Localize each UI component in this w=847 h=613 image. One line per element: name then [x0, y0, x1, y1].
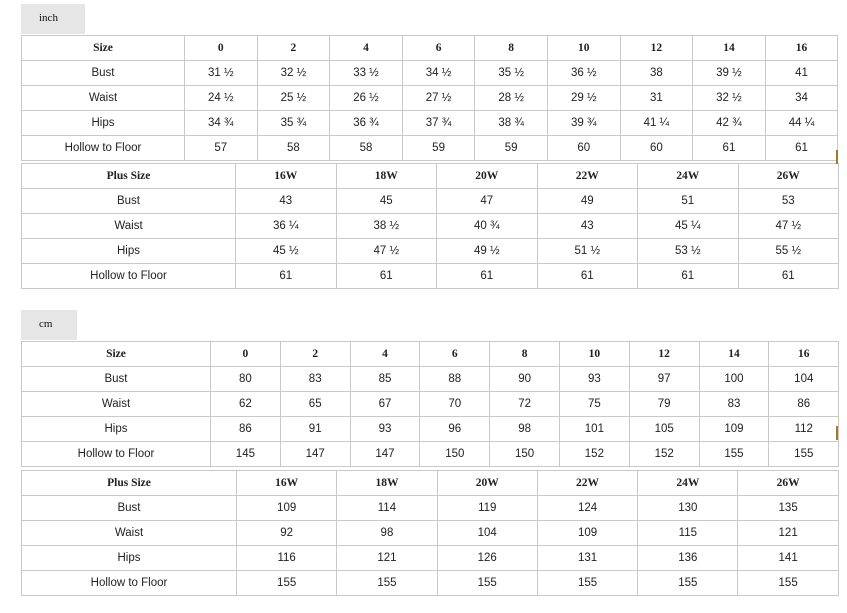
measurement-value: 150 — [420, 442, 490, 467]
measurement-value: 47 ½ — [738, 214, 839, 239]
table-row — [22, 417, 839, 442]
measurement-value: 34 — [765, 86, 838, 111]
measurement-value: 147 — [280, 442, 350, 467]
size-column-header: 24W — [638, 164, 739, 189]
measurement-value: 75 — [559, 392, 629, 417]
measurement-value: 155 — [537, 571, 637, 596]
measurement-value: 88 — [420, 367, 490, 392]
measurement-value: 34 ¾ — [185, 111, 258, 136]
measurement-value: 70 — [420, 392, 490, 417]
table-row — [22, 239, 839, 264]
size-column-header: 16 — [769, 342, 839, 367]
table-row — [22, 86, 838, 111]
measurement-value: 136 — [638, 546, 738, 571]
measurement-value: 96 — [420, 417, 490, 442]
table-row — [22, 136, 838, 161]
measurement-label: Waist — [22, 86, 185, 111]
measurement-value: 93 — [350, 417, 420, 442]
header-row — [22, 36, 838, 61]
measurement-value: 155 — [769, 442, 839, 467]
measurement-value: 35 ¾ — [257, 111, 330, 136]
measurement-label: Hips — [22, 546, 237, 571]
measurement-value: 28 ½ — [475, 86, 548, 111]
size-column-header: 12 — [629, 342, 699, 367]
table-row — [22, 61, 838, 86]
measurement-value: 49 ½ — [437, 239, 538, 264]
measurement-value: 124 — [537, 496, 637, 521]
header-row — [22, 471, 839, 496]
cm-tab: cm — [21, 310, 77, 340]
measurement-value: 57 — [185, 136, 258, 161]
measurement-label: Hips — [22, 417, 211, 442]
measurement-value: 38 ½ — [336, 214, 437, 239]
measurement-value: 61 — [537, 264, 638, 289]
table-row — [22, 111, 838, 136]
size-column-header: 10 — [547, 36, 620, 61]
measurement-value: 33 ½ — [330, 61, 403, 86]
size-column-header: 16W — [237, 471, 337, 496]
measurement-value: 85 — [350, 367, 420, 392]
measurement-value: 101 — [559, 417, 629, 442]
measurement-value: 98 — [490, 417, 560, 442]
measurement-label: Hips — [22, 111, 185, 136]
measurement-value: 155 — [699, 442, 769, 467]
measurement-value: 47 ½ — [336, 239, 437, 264]
measurement-value: 61 — [693, 136, 766, 161]
measurement-value: 121 — [337, 546, 437, 571]
measurement-value: 104 — [769, 367, 839, 392]
measurement-label: Waist — [22, 521, 237, 546]
size-column-header: 8 — [490, 342, 560, 367]
measurement-value: 59 — [402, 136, 475, 161]
measurement-label: Hollow to Floor — [22, 571, 237, 596]
measurement-value: 119 — [437, 496, 537, 521]
measurement-value: 60 — [547, 136, 620, 161]
table-row — [22, 189, 839, 214]
measurement-value: 49 — [537, 189, 638, 214]
measurement-value: 43 — [236, 189, 337, 214]
measurement-value: 61 — [336, 264, 437, 289]
measurement-value: 130 — [638, 496, 738, 521]
measurement-value: 37 ¾ — [402, 111, 475, 136]
measurement-value: 104 — [437, 521, 537, 546]
measurement-value: 61 — [765, 136, 838, 161]
measurement-value: 53 — [738, 189, 839, 214]
measurement-value: 67 — [350, 392, 420, 417]
measurement-value: 97 — [629, 367, 699, 392]
table-row — [22, 392, 839, 417]
size-column-header: 24W — [638, 471, 738, 496]
measurement-value: 126 — [437, 546, 537, 571]
measurement-label: Hips — [22, 239, 236, 264]
inch-standard-size-table — [21, 35, 838, 161]
measurement-value: 58 — [330, 136, 403, 161]
plus-size-header: Plus Size — [22, 164, 236, 189]
cm-standard-size-table — [21, 341, 839, 467]
measurement-value: 27 ½ — [402, 86, 475, 111]
measurement-value: 147 — [350, 442, 420, 467]
size-column-header: 14 — [693, 36, 766, 61]
header-row — [22, 342, 839, 367]
measurement-value: 45 — [336, 189, 437, 214]
size-column-header: 22W — [537, 471, 637, 496]
measurement-value: 93 — [559, 367, 629, 392]
table-row — [22, 546, 839, 571]
cm-plus-size-table — [21, 470, 839, 596]
size-column-header: 6 — [420, 342, 490, 367]
measurement-value: 36 ¾ — [330, 111, 403, 136]
size-column-header: 0 — [211, 342, 281, 367]
measurement-value: 72 — [490, 392, 560, 417]
inch-tab: inch — [21, 4, 85, 34]
measurement-value: 40 ¾ — [437, 214, 538, 239]
measurement-value: 32 ½ — [693, 86, 766, 111]
measurement-value: 34 ½ — [402, 61, 475, 86]
measurement-value: 61 — [437, 264, 538, 289]
measurement-value: 59 — [475, 136, 548, 161]
edge-marker — [836, 150, 838, 164]
measurement-value: 24 ½ — [185, 86, 258, 111]
measurement-label: Hollow to Floor — [22, 442, 211, 467]
measurement-value: 83 — [280, 367, 350, 392]
measurement-value: 145 — [211, 442, 281, 467]
size-column-header: 20W — [437, 471, 537, 496]
measurement-value: 45 ¼ — [638, 214, 739, 239]
measurement-value: 47 — [437, 189, 538, 214]
measurement-value: 100 — [699, 367, 769, 392]
size-column-header: 0 — [185, 36, 258, 61]
edge-marker — [836, 426, 838, 440]
size-column-header: 22W — [537, 164, 638, 189]
measurement-value: 86 — [769, 392, 839, 417]
measurement-value: 141 — [738, 546, 838, 571]
measurement-value: 92 — [237, 521, 337, 546]
table-row — [22, 367, 839, 392]
measurement-label: Waist — [22, 392, 211, 417]
measurement-value: 83 — [699, 392, 769, 417]
measurement-label: Bust — [22, 61, 185, 86]
size-column-header: 10 — [559, 342, 629, 367]
measurement-value: 36 ¼ — [236, 214, 337, 239]
measurement-label: Waist — [22, 214, 236, 239]
size-column-header: 2 — [257, 36, 330, 61]
measurement-value: 152 — [559, 442, 629, 467]
measurement-value: 131 — [537, 546, 637, 571]
measurement-value: 112 — [769, 417, 839, 442]
size-column-header: 14 — [699, 342, 769, 367]
measurement-value: 26 ½ — [330, 86, 403, 111]
measurement-value: 58 — [257, 136, 330, 161]
size-column-header: 12 — [620, 36, 693, 61]
measurement-value: 35 ½ — [475, 61, 548, 86]
table-row — [22, 496, 839, 521]
measurement-value: 62 — [211, 392, 281, 417]
measurement-value: 44 ¼ — [765, 111, 838, 136]
size-column-header: 2 — [280, 342, 350, 367]
measurement-value: 39 ½ — [693, 61, 766, 86]
table-row — [22, 571, 839, 596]
measurement-value: 29 ½ — [547, 86, 620, 111]
measurement-value: 155 — [337, 571, 437, 596]
measurement-value: 25 ½ — [257, 86, 330, 111]
table-row — [22, 214, 839, 239]
size-column-header: 4 — [330, 36, 403, 61]
size-column-header: 26W — [738, 164, 839, 189]
measurement-value: 155 — [237, 571, 337, 596]
size-column-header: 8 — [475, 36, 548, 61]
measurement-value: 53 ½ — [638, 239, 739, 264]
measurement-value: 150 — [490, 442, 560, 467]
measurement-value: 45 ½ — [236, 239, 337, 264]
measurement-value: 36 ½ — [547, 61, 620, 86]
measurement-value: 98 — [337, 521, 437, 546]
measurement-value: 155 — [738, 571, 838, 596]
measurement-value: 43 — [537, 214, 638, 239]
size-column-header: 26W — [738, 471, 838, 496]
measurement-value: 61 — [638, 264, 739, 289]
measurement-value: 51 — [638, 189, 739, 214]
inch-plus-size-table — [21, 163, 839, 289]
table-row — [22, 521, 839, 546]
measurement-value: 116 — [237, 546, 337, 571]
plus-size-header: Plus Size — [22, 471, 237, 496]
measurement-value: 152 — [629, 442, 699, 467]
measurement-value: 115 — [638, 521, 738, 546]
measurement-value: 80 — [211, 367, 281, 392]
table-row — [22, 264, 839, 289]
measurement-value: 121 — [738, 521, 838, 546]
measurement-value: 155 — [437, 571, 537, 596]
measurement-value: 41 ¼ — [620, 111, 693, 136]
measurement-value: 51 ½ — [537, 239, 638, 264]
size-column-header: 16 — [765, 36, 838, 61]
measurement-value: 61 — [738, 264, 839, 289]
measurement-value: 31 — [620, 86, 693, 111]
measurement-label: Bust — [22, 496, 237, 521]
measurement-label: Bust — [22, 367, 211, 392]
measurement-value: 91 — [280, 417, 350, 442]
measurement-value: 41 — [765, 61, 838, 86]
measurement-value: 90 — [490, 367, 560, 392]
measurement-value: 39 ¾ — [547, 111, 620, 136]
measurement-value: 60 — [620, 136, 693, 161]
size-column-header: 6 — [402, 36, 475, 61]
measurement-value: 135 — [738, 496, 838, 521]
size-column-header: 20W — [437, 164, 538, 189]
measurement-value: 155 — [638, 571, 738, 596]
measurement-label: Hollow to Floor — [22, 264, 236, 289]
size-column-header: 16W — [236, 164, 337, 189]
measurement-value: 32 ½ — [257, 61, 330, 86]
size-column-header: 18W — [336, 164, 437, 189]
size-column-header: 18W — [337, 471, 437, 496]
measurement-value: 42 ¾ — [693, 111, 766, 136]
measurement-value: 105 — [629, 417, 699, 442]
measurement-value: 79 — [629, 392, 699, 417]
size-header: Size — [22, 36, 185, 61]
measurement-value: 109 — [699, 417, 769, 442]
measurement-label: Bust — [22, 189, 236, 214]
table-row — [22, 442, 839, 467]
header-row — [22, 164, 839, 189]
size-header: Size — [22, 342, 211, 367]
measurement-value: 114 — [337, 496, 437, 521]
measurement-value: 31 ½ — [185, 61, 258, 86]
measurement-value: 109 — [237, 496, 337, 521]
measurement-value: 109 — [537, 521, 637, 546]
measurement-label: Hollow to Floor — [22, 136, 185, 161]
measurement-value: 61 — [236, 264, 337, 289]
size-column-header: 4 — [350, 342, 420, 367]
measurement-value: 65 — [280, 392, 350, 417]
measurement-value: 55 ½ — [738, 239, 839, 264]
measurement-value: 86 — [211, 417, 281, 442]
measurement-value: 38 ¾ — [475, 111, 548, 136]
measurement-value: 38 — [620, 61, 693, 86]
